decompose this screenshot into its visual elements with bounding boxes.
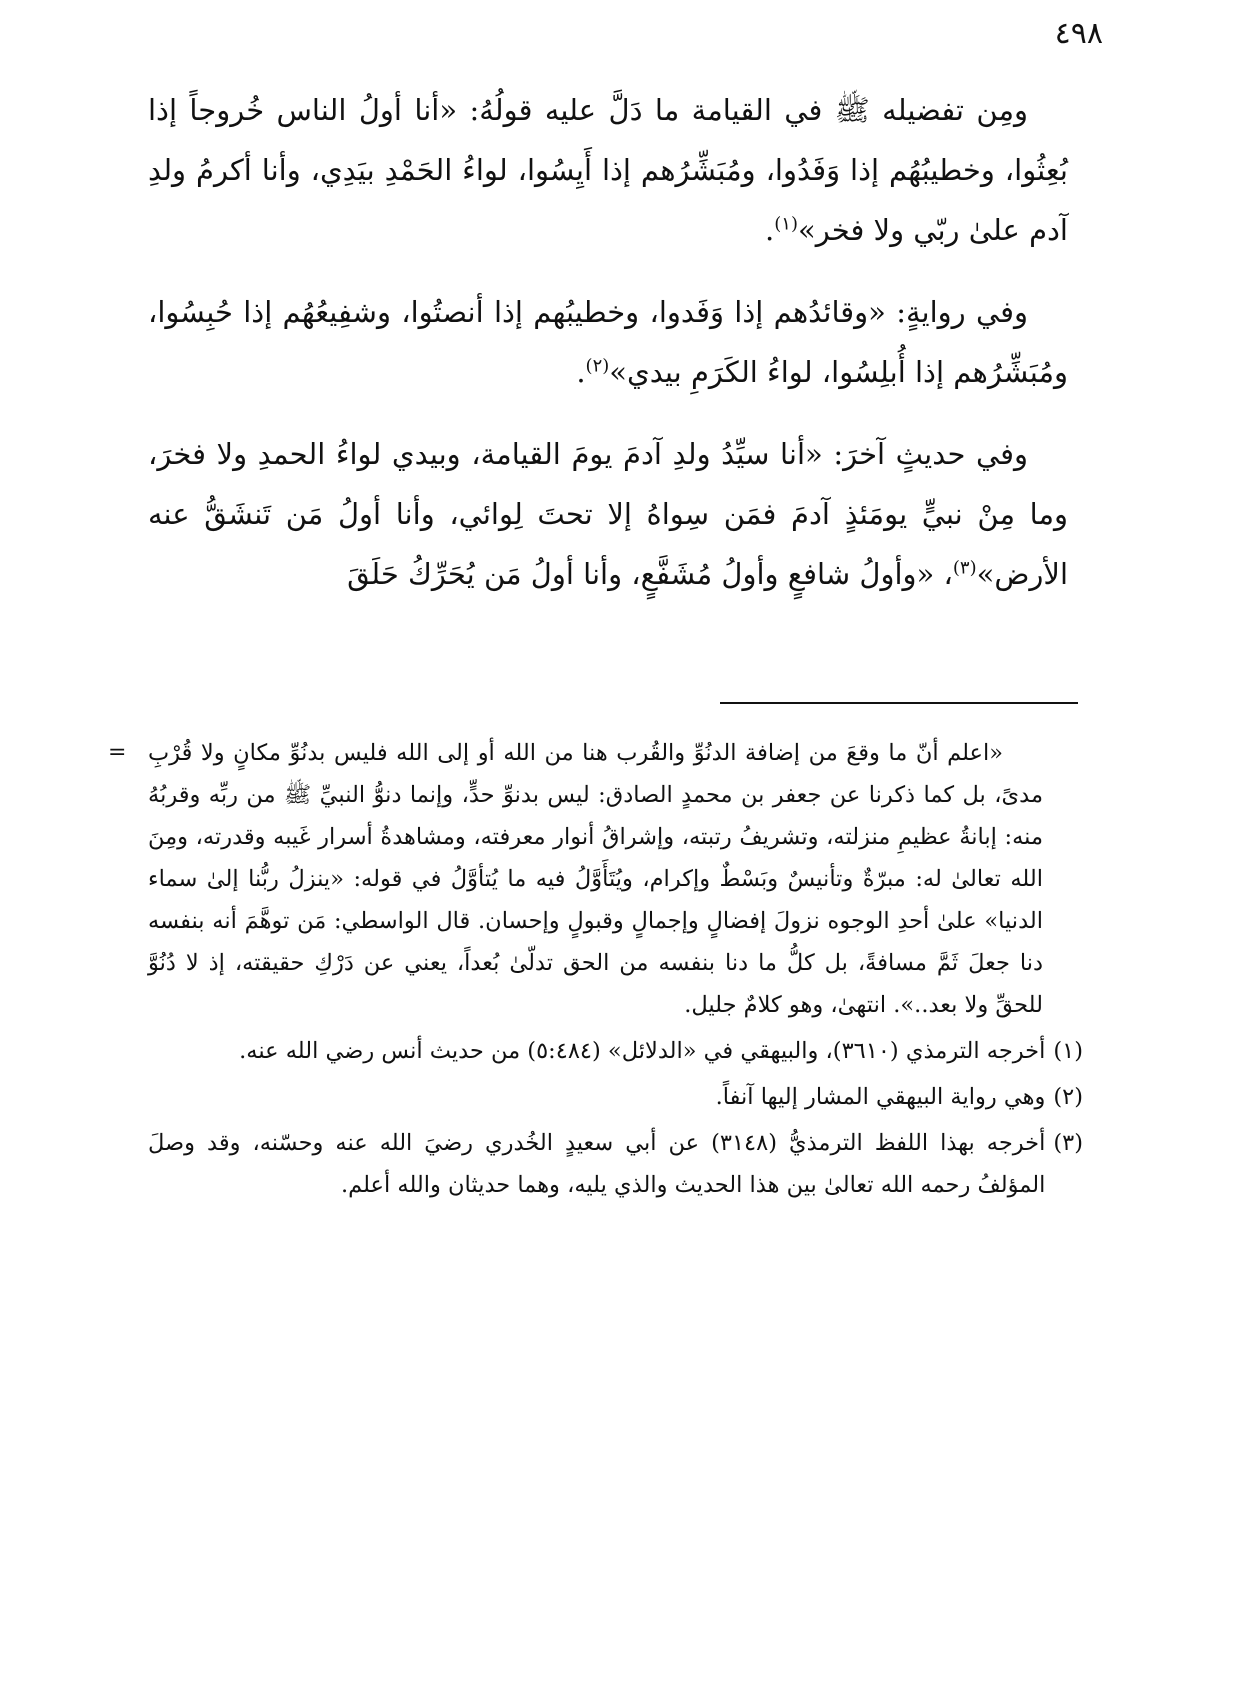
body-paragraph [148,282,1068,402]
footnote-number: (١) [1053,1038,1083,1064]
footnote-text: وهي رواية البيهقي المشار إليها آنفاً. [715,1084,1046,1110]
paragraph-text: وفي روايةٍ: «وقائدُهم إذا وَفَدوا، وخطيبُهم إذا أنصتُوا، وشفِيعُهُم إذا حُبِسُوا، ومُبَشِّرُهم إذا أُبلِسُوا، لواءُ الكَرَمِ بيدي» [148,295,1068,389]
footnote-item [148,1030,1083,1072]
footnote-separator [720,702,1078,704]
footnote-text: أخرجه بهذا اللفظ الترمذيُّ (٣١٤٨) عن أبي سعيدٍ الخُدري رضيَ الله عنه وحسّنه، وقد وصلَ المؤلفُ رحمه الله تعالىٰ بين هذا الحديث والذي يليه، وهما حديثان والله أعلم. [148,1130,1046,1198]
body-text [148,80,1068,626]
footnote-continuation [108,732,1083,1026]
paragraph-text: ومِن تفضيله ﷺ في القيامة ما دَلَّ عليه قولُهُ: «أنا أولُ الناس خُروجاً إذا بُعِثُوا، وخطيبُهُم إذا وَفَدُوا، ومُبَشِّرُهم إذا أَيِسُوا، لواءُ الحَمْدِ بيَدِي، وأنا أكرمُ ولدِ آدم علىٰ ربّي ولا فخر» [148,93,1068,247]
footnote-item [148,1122,1083,1206]
continuation-marker: = [108,740,127,765]
paragraph-end: . [765,213,775,247]
paragraph-text: وفي حديثٍ آخرَ: «أنا سيِّدُ ولدِ آدمَ يومَ القيامة، وبيدي لواءُ الحمدِ ولا فخرَ، وما مِنْ نبيٍّ يومَئذٍ آدمَ فمَن سِواهُ إلا تحتَ لِوائي، وأنا أولُ مَن تَنشَقُّ عنه الأرض» [148,437,1068,591]
footnote-number: (٣) [1053,1130,1083,1156]
paragraph-end: . [576,355,586,389]
footnote-text: أخرجه الترمذي (٣٦١٠)، والبيهقي في «الدلائل» (٥:٤٨٤) من حديث أنس رضي الله عنه. [239,1038,1046,1064]
body-paragraph [148,80,1068,260]
continuation-text: «اعلم أنّ ما وقعَ من إضافة الدنُوِّ والقُرب هنا من الله أو إلى الله فليس بدنُوِّ مكانٍ ولا قُرْبِ مدىً، بل كما ذكرنا عن جعفر بن محمدٍ الصادق: ليس بدنوِّ حدٍّ، وإنما دنوُّ النبيِّ ﷺ من ربِّه وقربُهُ منه: إبانةُ عظيمِ منزلته، وتشريفُ رتبته، وإشراقُ أنوار معرفته، ومشاهدةُ أسرار غَيبه وقدرته، ومِنَ الله تعالىٰ له: مبرّةٌ وتأنيسٌ وبَسْطٌ وإكرام، ويُتَأَوَّلُ فيه ما يُتأوَّلُ في قوله: «ينزلُ ربُّنا إلىٰ سماء الدنيا» علىٰ أحدِ الوجوه نزولَ إفضالٍ وإجمالٍ وقبولٍ وإحسان. قال الواسطي: مَن توهَّمَ أنه بنفسه دنا جعلَ ثَمَّ مسافةً، بل كلُّ ما دنا بنفسه من الحق تدلّىٰ بُعداً، يعني عن دَرْكِ حقيقته، إذ لا دُنُوَّ للحقِّ ولا بعد..». انتهىٰ، وهو كلامٌ جليل. [148,740,1043,1018]
paragraph-end: ، «وأولُ شافعٍ وأولُ مُشَفَّعٍ، وأنا أولُ مَن يُحَرِّكُ حَلَقَ [347,557,953,591]
page-number: ٤٩٨ [1054,16,1103,51]
footnote-ref[interactable]: (٣) [952,557,977,579]
footnote-ref[interactable]: (١) [774,213,798,235]
footnotes [108,732,1083,1210]
body-paragraph [148,424,1068,604]
footnote-item [148,1076,1083,1118]
footnote-number: (٢) [1053,1084,1083,1110]
footnote-ref[interactable]: (٢) [585,355,610,377]
